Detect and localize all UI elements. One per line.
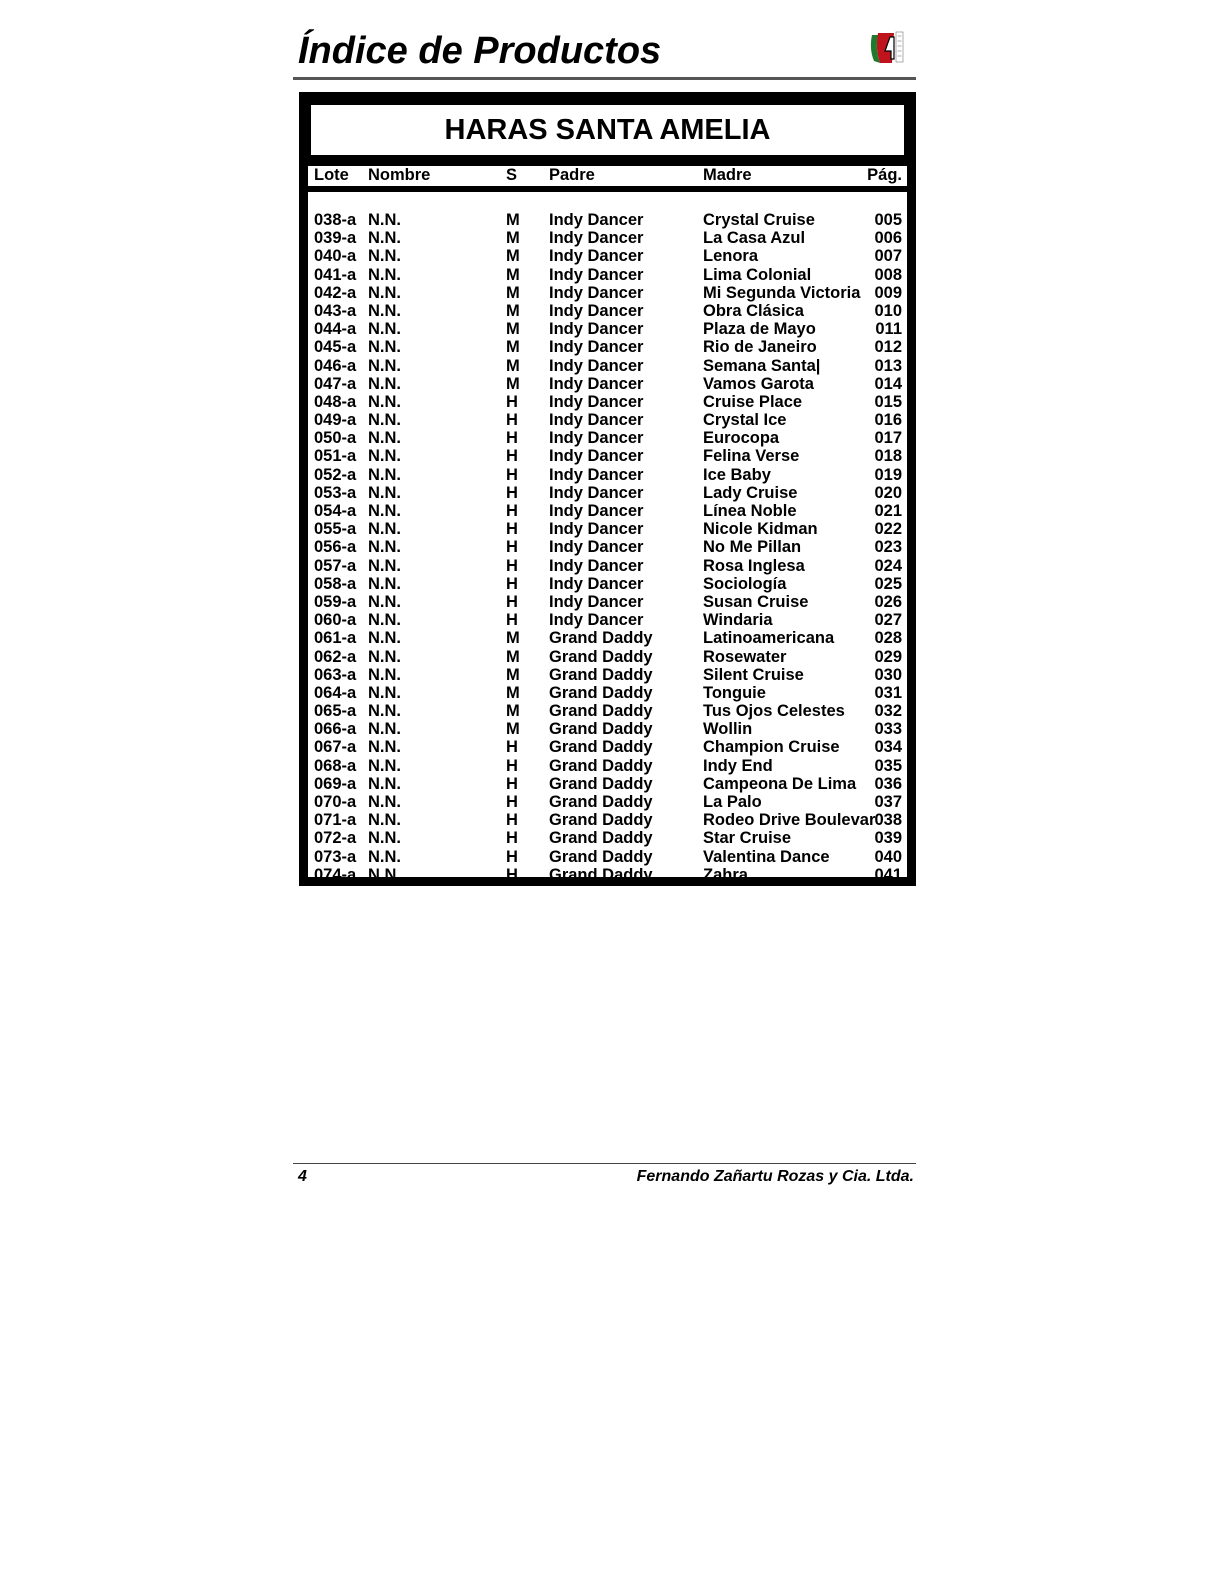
cell-nombre: N.N. xyxy=(368,283,401,302)
cell-nombre: N.N. xyxy=(368,611,401,630)
cell-sexo: M xyxy=(506,720,520,739)
cell-pagina: 007 xyxy=(874,247,902,266)
cell-padre: Indy Dancer xyxy=(549,574,644,593)
cell-sexo: H xyxy=(506,811,518,830)
cell-lote: 073-a xyxy=(314,847,357,866)
cell-sexo: H xyxy=(506,465,518,484)
cell-lote: 055-a xyxy=(314,520,357,539)
cell-sexo: H xyxy=(506,774,518,793)
cell-nombre: N.N. xyxy=(368,392,401,411)
table-row xyxy=(308,375,907,393)
cell-pagina: 012 xyxy=(874,338,902,357)
cell-nombre: N.N. xyxy=(368,356,401,375)
cell-madre: Lady Cruise xyxy=(703,483,798,502)
cell-nombre: N.N. xyxy=(368,265,401,284)
cell-nombre: N.N. xyxy=(368,665,401,684)
cell-pagina: 017 xyxy=(874,429,902,448)
table-row xyxy=(308,757,907,775)
cell-padre: Indy Dancer xyxy=(549,301,644,320)
cell-padre: Grand Daddy xyxy=(549,738,653,757)
cell-sexo: M xyxy=(506,320,520,339)
table-row xyxy=(308,648,907,666)
cell-pagina: 024 xyxy=(874,556,902,575)
cell-pagina: 039 xyxy=(874,829,902,848)
table-row xyxy=(308,775,907,793)
cell-padre: Indy Dancer xyxy=(549,411,644,430)
table-row xyxy=(308,666,907,684)
cell-madre: Valentina Dance xyxy=(703,847,830,866)
cell-nombre: N.N. xyxy=(368,683,401,702)
cell-lote: 071-a xyxy=(314,811,357,830)
cell-padre: Indy Dancer xyxy=(549,265,644,284)
table-header xyxy=(308,166,907,186)
cell-pagina: 020 xyxy=(874,483,902,502)
cell-madre: Sociología xyxy=(703,574,787,593)
cell-padre: Indy Dancer xyxy=(549,556,644,575)
cell-pagina: 026 xyxy=(874,592,902,611)
cell-nombre: N.N. xyxy=(368,447,401,466)
cell-padre: Grand Daddy xyxy=(549,683,653,702)
cell-nombre: N.N. xyxy=(368,592,401,611)
cell-madre: Tus Ojos Celestes xyxy=(703,702,845,721)
cell-nombre: N.N. xyxy=(368,247,401,266)
table-row xyxy=(308,411,907,429)
cell-padre: Indy Dancer xyxy=(549,392,644,411)
cell-pagina: 025 xyxy=(874,574,902,593)
cell-sexo: M xyxy=(506,265,520,284)
table-row xyxy=(308,593,907,611)
table-body xyxy=(308,211,907,884)
cell-sexo: H xyxy=(506,592,518,611)
cell-lote: 045-a xyxy=(314,338,357,357)
cell-pagina: 030 xyxy=(874,665,902,684)
cell-sexo: M xyxy=(506,283,520,302)
cell-nombre: N.N. xyxy=(368,229,401,248)
cell-nombre: N.N. xyxy=(368,847,401,866)
table-row xyxy=(308,484,907,502)
cell-lote: 063-a xyxy=(314,665,357,684)
cell-pagina: 006 xyxy=(874,229,902,248)
cell-lote: 069-a xyxy=(314,774,357,793)
cell-padre: Indy Dancer xyxy=(549,338,644,357)
cell-padre: Grand Daddy xyxy=(549,665,653,684)
cell-nombre: N.N. xyxy=(368,538,401,557)
cell-lote: 072-a xyxy=(314,829,357,848)
cell-madre: Champion Cruise xyxy=(703,738,840,757)
cell-lote: 064-a xyxy=(314,683,357,702)
cell-padre: Indy Dancer xyxy=(549,483,644,502)
cell-madre: Cruise Place xyxy=(703,392,803,411)
cell-lote: 067-a xyxy=(314,738,357,757)
cell-pagina: 005 xyxy=(874,211,902,229)
cell-padre: Indy Dancer xyxy=(549,465,644,484)
footer-page-number: 4 xyxy=(298,1168,307,1185)
cell-madre: Crystal Ice xyxy=(703,411,787,430)
cell-lote: 038-a xyxy=(314,211,357,229)
cell-lote: 044-a xyxy=(314,320,357,339)
header-nombre: Nombre xyxy=(368,166,431,184)
cell-madre: Rodeo Drive Boulevar xyxy=(703,811,876,830)
cell-padre: Indy Dancer xyxy=(549,502,644,520)
cell-lote: 054-a xyxy=(314,502,357,520)
cell-lote: 046-a xyxy=(314,356,357,375)
cell-nombre: N.N. xyxy=(368,574,401,593)
table-row xyxy=(308,811,907,829)
cell-lote: 061-a xyxy=(314,629,357,648)
cell-sexo: H xyxy=(506,611,518,630)
product-index-panel xyxy=(299,92,916,886)
cell-padre: Grand Daddy xyxy=(549,811,653,830)
cell-sexo: M xyxy=(506,247,520,266)
cell-lote: 048-a xyxy=(314,392,357,411)
table-row xyxy=(308,793,907,811)
cell-madre: Rosa Inglesa xyxy=(703,556,805,575)
cell-madre: Línea Noble xyxy=(703,502,797,520)
cell-nombre: N.N. xyxy=(368,556,401,575)
cell-padre: Grand Daddy xyxy=(549,847,653,866)
cell-pagina: 031 xyxy=(874,683,902,702)
cell-pagina: 011 xyxy=(875,320,902,339)
cell-madre: Rosewater xyxy=(703,647,787,666)
cell-pagina: 035 xyxy=(874,756,902,775)
cell-sexo: H xyxy=(506,447,518,466)
cell-pagina: 029 xyxy=(874,647,902,666)
cell-nombre: N.N. xyxy=(368,629,401,648)
table-row xyxy=(308,629,907,647)
table-row xyxy=(308,320,907,338)
stud-farm-logo-icon xyxy=(866,29,906,67)
cell-nombre: N.N. xyxy=(368,301,401,320)
cell-padre: Grand Daddy xyxy=(549,756,653,775)
table-row xyxy=(308,502,907,520)
cell-lote: 059-a xyxy=(314,592,357,611)
cell-pagina: 009 xyxy=(874,283,902,302)
cell-madre: La Palo xyxy=(703,793,762,811)
cell-sexo: M xyxy=(506,374,520,393)
cell-madre: Rio de Janeiro xyxy=(703,338,817,357)
cell-sexo: M xyxy=(506,338,520,357)
cell-sexo: H xyxy=(506,574,518,593)
cell-sexo: H xyxy=(506,411,518,430)
table-row xyxy=(308,611,907,629)
cell-sexo: H xyxy=(506,483,518,502)
cell-nombre: N.N. xyxy=(368,793,401,811)
cell-madre: Silent Cruise xyxy=(703,665,804,684)
cell-madre: Crystal Cruise xyxy=(703,211,815,229)
cell-sexo: H xyxy=(506,502,518,520)
cell-pagina: 018 xyxy=(874,447,902,466)
cell-lote: 050-a xyxy=(314,429,357,448)
table-row xyxy=(308,284,907,302)
cell-nombre: N.N. xyxy=(368,774,401,793)
cell-padre: Grand Daddy xyxy=(549,720,653,739)
cell-padre: Indy Dancer xyxy=(549,320,644,339)
cell-padre: Indy Dancer xyxy=(549,283,644,302)
cell-madre: Vamos Garota xyxy=(703,374,814,393)
cell-lote: 066-a xyxy=(314,720,357,739)
cell-madre: Ice Baby xyxy=(703,465,771,484)
table-row xyxy=(308,229,907,247)
cell-lote: 060-a xyxy=(314,611,357,630)
cell-padre: Indy Dancer xyxy=(549,592,644,611)
header-sexo: S xyxy=(506,166,518,184)
cell-lote: 062-a xyxy=(314,647,357,666)
cell-padre: Indy Dancer xyxy=(549,374,644,393)
cell-padre: Grand Daddy xyxy=(549,793,653,811)
cell-pagina: 038 xyxy=(874,811,902,830)
cell-pagina: 016 xyxy=(874,411,902,430)
cell-sexo: H xyxy=(506,865,518,884)
cell-madre: Felina Verse xyxy=(703,447,800,466)
table-row xyxy=(308,302,907,320)
cell-sexo: M xyxy=(506,301,520,320)
cell-lote: 053-a xyxy=(314,483,357,502)
cell-padre: Grand Daddy xyxy=(549,629,653,648)
cell-pagina: 021 xyxy=(874,502,902,520)
cell-padre: Indy Dancer xyxy=(549,429,644,448)
cell-madre: Mi Segunda Victoria xyxy=(703,283,861,302)
cell-nombre: N.N. xyxy=(368,756,401,775)
cell-sexo: H xyxy=(506,829,518,848)
cell-padre: Indy Dancer xyxy=(549,229,644,248)
cell-lote: 074-a xyxy=(314,865,357,884)
table-row xyxy=(308,829,907,847)
cell-sexo: H xyxy=(506,520,518,539)
cell-nombre: N.N. xyxy=(368,320,401,339)
cell-madre: Latinoamericana xyxy=(703,629,835,648)
cell-padre: Indy Dancer xyxy=(549,538,644,557)
cell-padre: Grand Daddy xyxy=(549,774,653,793)
table-row xyxy=(308,393,907,411)
cell-nombre: N.N. xyxy=(368,411,401,430)
title-divider xyxy=(308,158,907,166)
header-divider xyxy=(308,186,907,192)
cell-padre: Indy Dancer xyxy=(549,247,644,266)
cell-pagina: 027 xyxy=(874,611,902,630)
cell-padre: Indy Dancer xyxy=(549,447,644,466)
cell-madre: Tonguie xyxy=(703,683,766,702)
cell-lote: 043-a xyxy=(314,301,357,320)
table-row xyxy=(308,211,907,229)
table-row xyxy=(308,357,907,375)
table-row xyxy=(308,429,907,447)
cell-lote: 058-a xyxy=(314,574,357,593)
cell-sexo: M xyxy=(506,683,520,702)
cell-nombre: N.N. xyxy=(368,338,401,357)
cell-madre: Campeona De Lima xyxy=(703,774,857,793)
cell-pagina: 041 xyxy=(874,865,902,884)
header-lote: Lote xyxy=(314,166,349,184)
cell-sexo: H xyxy=(506,793,518,811)
cell-sexo: H xyxy=(506,392,518,411)
cell-sexo: H xyxy=(506,429,518,448)
cell-padre: Grand Daddy xyxy=(549,865,653,884)
cell-nombre: N.N. xyxy=(368,647,401,666)
table-row xyxy=(308,520,907,538)
page-title: Índice de Productos xyxy=(298,30,662,72)
cell-nombre: N.N. xyxy=(368,738,401,757)
table-row xyxy=(308,866,907,884)
table-row xyxy=(308,266,907,284)
cell-lote: 042-a xyxy=(314,283,357,302)
cell-sexo: H xyxy=(506,538,518,557)
cell-pagina: 037 xyxy=(874,793,902,811)
cell-madre: Obra Clásica xyxy=(703,301,804,320)
cell-nombre: N.N. xyxy=(368,702,401,721)
table-row xyxy=(308,338,907,356)
cell-nombre: N.N. xyxy=(368,211,401,229)
cell-lote: 052-a xyxy=(314,465,357,484)
cell-lote: 051-a xyxy=(314,447,357,466)
cell-lote: 056-a xyxy=(314,538,357,557)
table-row xyxy=(308,720,907,738)
cell-pagina: 019 xyxy=(874,465,902,484)
cell-nombre: N.N. xyxy=(368,520,401,539)
cell-pagina: 010 xyxy=(874,301,902,320)
table-row xyxy=(308,247,907,265)
cell-padre: Indy Dancer xyxy=(549,211,644,229)
header-pagina: Pág. xyxy=(867,166,902,184)
cell-madre: Zahra xyxy=(703,865,748,884)
cell-pagina: 022 xyxy=(874,520,902,539)
cell-sexo: H xyxy=(506,847,518,866)
cell-nombre: N.N. xyxy=(368,502,401,520)
cell-lote: 039-a xyxy=(314,229,357,248)
cell-lote: 049-a xyxy=(314,411,357,430)
cell-madre: Windaria xyxy=(703,611,773,630)
cell-nombre: N.N. xyxy=(368,483,401,502)
table-row xyxy=(308,538,907,556)
cell-pagina: 036 xyxy=(874,774,902,793)
table-row xyxy=(308,684,907,702)
cell-pagina: 008 xyxy=(874,265,902,284)
cell-sexo: M xyxy=(506,356,520,375)
cell-nombre: N.N. xyxy=(368,865,401,884)
cell-lote: 041-a xyxy=(314,265,357,284)
cell-madre: No Me Pillan xyxy=(703,538,802,557)
cell-pagina: 023 xyxy=(874,538,902,557)
cell-nombre: N.N. xyxy=(368,720,401,739)
table-row xyxy=(308,447,907,465)
cell-pagina: 034 xyxy=(874,738,902,757)
cell-madre: Indy End xyxy=(703,756,773,775)
table-row xyxy=(308,702,907,720)
cell-sexo: H xyxy=(506,556,518,575)
cell-lote: 068-a xyxy=(314,756,357,775)
cell-padre: Grand Daddy xyxy=(549,702,653,721)
cell-pagina: 013 xyxy=(874,356,902,375)
cell-lote: 057-a xyxy=(314,556,357,575)
cell-madre: Wollin xyxy=(703,720,753,739)
cell-pagina: 040 xyxy=(874,847,902,866)
cell-pagina: 028 xyxy=(874,629,902,648)
table-row xyxy=(308,575,907,593)
cell-madre: Star Cruise xyxy=(703,829,792,848)
cell-madre: La Casa Azul xyxy=(703,229,806,248)
section-title: HARAS SANTA AMELIA xyxy=(308,102,907,158)
cell-padre: Indy Dancer xyxy=(549,520,644,539)
cell-sexo: M xyxy=(506,229,520,248)
cell-madre: Lima Colonial xyxy=(703,265,812,284)
cell-nombre: N.N. xyxy=(368,811,401,830)
cell-sexo: H xyxy=(506,738,518,757)
table-row xyxy=(308,848,907,866)
table-row xyxy=(308,738,907,756)
cell-madre: Semana Santa| xyxy=(703,356,821,375)
footer-rule xyxy=(293,1163,916,1164)
cell-nombre: N.N. xyxy=(368,829,401,848)
cell-nombre: N.N. xyxy=(368,465,401,484)
cell-padre: Indy Dancer xyxy=(549,356,644,375)
cell-sexo: M xyxy=(506,665,520,684)
cell-padre: Grand Daddy xyxy=(549,647,653,666)
cell-pagina: 014 xyxy=(874,374,902,393)
table-row xyxy=(308,466,907,484)
cell-madre: Eurocopa xyxy=(703,429,780,448)
cell-sexo: M xyxy=(506,647,520,666)
cell-madre: Plaza de Mayo xyxy=(703,320,816,339)
cell-nombre: N.N. xyxy=(368,374,401,393)
header-padre: Padre xyxy=(549,166,595,184)
cell-lote: 047-a xyxy=(314,374,357,393)
cell-madre: Nicole Kidman xyxy=(703,520,818,539)
cell-lote: 070-a xyxy=(314,793,357,811)
cell-pagina: 015 xyxy=(874,392,902,411)
cell-sexo: M xyxy=(506,702,520,721)
cell-pagina: 032 xyxy=(874,702,902,721)
table-row xyxy=(308,557,907,575)
title-rule xyxy=(293,77,916,80)
footer-company: Fernando Zañartu Rozas y Cia. Ltda. xyxy=(636,1168,914,1185)
cell-pagina: 033 xyxy=(874,720,902,739)
cell-padre: Indy Dancer xyxy=(549,611,644,630)
cell-sexo: H xyxy=(506,756,518,775)
cell-sexo: M xyxy=(506,211,520,229)
cell-lote: 065-a xyxy=(314,702,357,721)
cell-madre: Lenora xyxy=(703,247,759,266)
cell-padre: Grand Daddy xyxy=(549,829,653,848)
cell-madre: Susan Cruise xyxy=(703,592,809,611)
cell-nombre: N.N. xyxy=(368,429,401,448)
cell-lote: 040-a xyxy=(314,247,357,266)
header-madre: Madre xyxy=(703,166,752,184)
cell-sexo: M xyxy=(506,629,520,648)
